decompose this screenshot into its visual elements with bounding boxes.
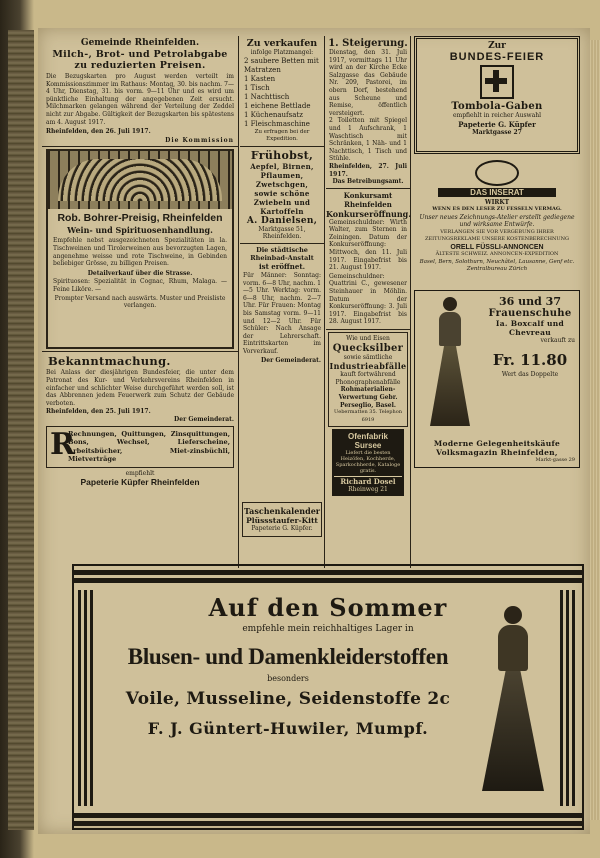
bundesfeier-sub: Tombola-Gaben bbox=[451, 101, 543, 112]
taschen-title: Taschenkalender bbox=[243, 506, 321, 516]
bundesfeier-ad bbox=[414, 36, 580, 154]
column-2 bbox=[240, 36, 325, 568]
inserat-body-2: VERLANGEN SIE VOR VERGEBUNG IHRER ZEITUNGSREKLAME UNSERE KOSTENBERECHNUNG bbox=[425, 228, 569, 243]
stationery-firm: Papeterie Küpfer Rheinfelden bbox=[80, 477, 200, 488]
verkauf-title: Zu verkaufen bbox=[246, 38, 318, 49]
taschen-box bbox=[242, 502, 322, 537]
stationery-list: Rechnungen, Quittungen, Zinsquittungen, Bons, Wechsel, Lieferscheine, Arbeitsbücher, Miet-zinsbüchli, Mietverträge bbox=[68, 429, 230, 464]
steigerung-title: 1. Steigerung. bbox=[328, 38, 408, 49]
obst-address: Marktgasse 51, Rheinfelden. bbox=[258, 225, 306, 241]
inserat-cities: Basel, Bern, Solothurn, Neuchâtel, Lausanne, Genf etc. Zentralbureau Zürich bbox=[419, 258, 575, 273]
obst-firm: A. Danielsen, bbox=[246, 215, 318, 226]
woman-illustration bbox=[419, 297, 481, 433]
inserat-text: WENN ES DEN LESER ZU FESSELN VERMAG. bbox=[432, 206, 562, 212]
quecksilber-heading: Industrieabfälle bbox=[329, 361, 407, 372]
wine-cellar-illustration bbox=[48, 151, 232, 209]
decorative-initial: R bbox=[50, 426, 75, 462]
shoe-price: Fr. 11.80 bbox=[492, 350, 568, 369]
sommer-fabrics: Voile, Musseline, Seidenstoffe 2c bbox=[125, 689, 451, 709]
ofen-address: Rheinweg 21 bbox=[348, 486, 388, 494]
shoe-firm: Volksmagazin Rheinfelden, bbox=[436, 448, 558, 458]
shoe-note: Wert das Doppelte bbox=[501, 370, 559, 378]
steigerung-sign: Das Betreibungsamt. bbox=[332, 178, 404, 186]
verkauf-item: 2 saubere Betten mit Matratzen bbox=[244, 56, 319, 74]
newspaper-page bbox=[38, 28, 590, 834]
stationery-sub: empfiehlt bbox=[125, 469, 155, 477]
bad-sign: Der Gemeinderat. bbox=[261, 356, 321, 364]
notice-sign: Die Kommission bbox=[165, 136, 234, 144]
wine-ad-footer: Prompter Versand nach auswärts. Muster und Preisliste verlangen. bbox=[54, 294, 226, 310]
konkurs-title: Konkursamt Rheinfelden bbox=[343, 190, 393, 209]
steigerung-body: Dienstag, den 31. Juli 1917, vormittags 11 Uhr wird an der Kirche Ecke Salzgasse das Gebäude Nr. 209, Pastorei, im obern Dorf, bestehend aus Scheune und Remise, öffentlich versteigert. bbox=[329, 49, 407, 117]
ofen-body: Liefert die besten Heizöfen, Kochherde, Sparkochherde, Kataloge gratis. bbox=[335, 450, 401, 475]
bundesfeier-address: Marktgasse 27 bbox=[472, 128, 522, 136]
inserat-body: Unser neues Zeichnungs-Atelier erstellt gediegene und wirksame Entwürfe. bbox=[419, 213, 575, 229]
wine-ad-detail: Detailverkauf über die Strasse. bbox=[87, 269, 193, 277]
sommer-title: Auf den Sommer bbox=[208, 593, 448, 622]
bekanntmachung-date: Rheinfelden, den 25. Juli 1917. bbox=[46, 408, 151, 416]
inserat-title: DAS INSERAT bbox=[438, 188, 556, 197]
column-3 bbox=[326, 36, 411, 568]
column-1 bbox=[42, 36, 239, 568]
shoe-verkauft: verkauft zu bbox=[540, 337, 575, 344]
wine-ad-name: Rob. Bohrer-Preisig, Rheinfelden bbox=[57, 212, 223, 225]
ofa-logo-icon bbox=[475, 160, 519, 186]
notice-title: Gemeinde Rheinfelden. bbox=[80, 38, 200, 48]
wine-ad-body: Empfehle nebst ausgezeichneten Spezialitäten in la. Tischweinen und Tirolerweinen aus bevorzugten Lagen, angenehme weisse und rote Tischweine, in Gebinden beliebiger Grösse, zu billigen Preisen. bbox=[53, 237, 227, 268]
inserat-ad bbox=[414, 160, 580, 286]
sommer-firm: F. J. Güntert-Huwiler, Mumpf. bbox=[147, 719, 429, 738]
verkauf-footer: Zu erfragen bei der Expedition. bbox=[254, 128, 310, 143]
quecksilber-title: Quecksilber bbox=[332, 342, 404, 354]
verkauf-item: 1 Kasten bbox=[244, 74, 276, 83]
sommer-besonders: besonders bbox=[267, 674, 309, 683]
obst-body: Aepfel, Birnen, Pflaumen, Zwetschgen, sowie schöne Zwiebeln und Kartoffeln bbox=[250, 161, 314, 216]
notice-body: Die Bezugskarten pro August werden verteilt im Kommissionszimmer im Rathaus: Montag, 30. bis nachm. 7—4 Uhr, Dienstag, 31. bis vorm. 9—11 Uhr und es wird um pünktliche Einhaltung der angegebenen Zeit ersucht. Milchmarken gelangen während der Verteilung der Zeddel nicht zur Abgabe. Gültigkeit der Bezugskarten bis spätestens am 4. August 1917. bbox=[46, 73, 234, 126]
quecksilber-firm: Rohmaterialien-Verwertung Gebr. Perseglio, Basel. bbox=[338, 386, 398, 409]
sommer-main: Blusen- und Damenkleiderstoffen bbox=[127, 644, 449, 669]
quecksilber-sub: sowie sämtliche bbox=[343, 353, 393, 361]
inserat-footer: ÄLTESTE SCHWEIZ. ANNONCEN-EXPEDITION bbox=[435, 250, 559, 257]
shoe-sub: Ia. Boxcalf und Chevreau bbox=[495, 319, 565, 337]
ofen-agent: Richard Dosel bbox=[334, 476, 402, 486]
quecksilber-body: kauft fortwährend Phonographenabfälle bbox=[335, 371, 401, 386]
shoe-address: Markt-gasse 29 bbox=[535, 457, 575, 464]
verkauf-item: 1 eichene Bettlade bbox=[244, 101, 311, 110]
sommer-ad bbox=[72, 564, 584, 830]
inserat-firm: ORELL FÜSSLI-ANNONCEN bbox=[450, 243, 544, 251]
verkauf-items bbox=[240, 57, 324, 129]
bad-title: Die städtische Rheinbad-Anstalt bbox=[250, 245, 314, 262]
obst-title: Frühobst, bbox=[250, 148, 314, 162]
shoe-sizes: 36 und 37 bbox=[499, 295, 561, 308]
bad-sub: ist eröffnet. bbox=[258, 261, 306, 271]
verkauf-item: 1 Küchenaufsatz bbox=[244, 110, 303, 119]
ofen-title: Ofenfabrik Sursee bbox=[347, 432, 388, 451]
stationery-box bbox=[46, 426, 234, 468]
bekanntmachung-body: Bei Anlass der diesjährigen Bundesfeier, die unter dem Patronat des Kur- und Verkehrsvereins Rheinfelden in einfacher und schlichter Weise durchgeführt werden soll, ist das Abbrennen jedem Feuerwerk zum Schutz der Gebäude verboten. bbox=[46, 369, 234, 407]
wine-ad-subtitle: Wein- und Spirituosenhandlung. bbox=[67, 225, 213, 236]
bundesfeier-firm: Papeterie G. Küpfer bbox=[458, 119, 536, 129]
notice-date: Rheinfelden, den 26. Juli 1917. bbox=[46, 128, 151, 136]
column-4 bbox=[414, 36, 580, 568]
bekanntmachung-sign: Der Gemeinderat. bbox=[174, 415, 234, 423]
book-spine bbox=[8, 30, 34, 830]
quecksilber-pre: Wie und Eisen bbox=[346, 335, 390, 342]
shoe-ad bbox=[414, 290, 580, 468]
bundesfeier-text: empfiehlt in reicher Auswahl bbox=[452, 112, 542, 119]
quecksilber-address: Uebermatten 35. Telephon 6919 bbox=[334, 409, 402, 423]
swiss-cross-icon bbox=[480, 65, 514, 99]
konkurs-body: Gemeinschuldner: Wirth Walter, zum Sternen in Zeiningen. Datum der Konkurseröffnung: Mittwoch, den 11. Juli 1917. Eingabefrist bis 21. August 1917. bbox=[329, 218, 407, 272]
verkauf-item: 1 Nachttisch bbox=[244, 92, 290, 101]
wine-ad bbox=[46, 149, 234, 349]
shoe-title: Frauenschuhe bbox=[488, 308, 572, 319]
taschen-sub: Plüssstaufer-Kitt bbox=[246, 516, 318, 525]
shoe-footer: Moderne Gelegenheitskäufe bbox=[433, 439, 561, 449]
quecksilber-ad bbox=[328, 332, 408, 427]
bad-body: Für Männer: Sonntag: vorm. 6—8 Uhr, nachm. 1—5 Uhr. Werktag: vorm. 6—8 Uhr, nachm. 2—7 Uhr. Für Frauen: Montag bis Samstag vorm. 9—11 und 12—2 Uhr. Für Schüler: Nach Ansage der Lehrerschaft. Eintrittskarten im Vorverkauf. bbox=[243, 271, 321, 355]
ofen-ad bbox=[332, 429, 404, 496]
verkauf-sub: infolge Platzmangel: bbox=[250, 49, 314, 56]
lady-illustration bbox=[478, 606, 548, 796]
konkurs-heading: Konkurseröffnung. bbox=[326, 208, 412, 219]
bundesfeier-title: BUNDES-FEIER bbox=[449, 51, 545, 63]
bundesfeier-pre: Zur bbox=[488, 41, 506, 51]
steigerung-items: 2 Toiletten mit Spiegel und 1 Aufschrank, 1 Waschtisch mit Schränken, 1 Näh- und 1 Nachttisch, 1 Tisch und Stühle. bbox=[329, 117, 407, 163]
verkauf-item: 1 Tisch bbox=[244, 83, 270, 92]
bekanntmachung-title: Bekanntmachung. bbox=[48, 354, 171, 369]
inserat-sub: WIRKT bbox=[484, 199, 510, 206]
sommer-sub: empfehle mein reichhaltiges Lager in bbox=[242, 624, 414, 634]
notice-heading: Milch-, Brot- und Petrolabgabe zu reduzierten Preisen. bbox=[52, 49, 228, 71]
taschen-firm: Papeterie G. Küpfer. bbox=[251, 525, 313, 532]
verkauf-item: 1 Fleischmaschine bbox=[244, 119, 310, 128]
wine-ad-spirits: Spirituosen: Spezialität in Cognac, Rhum, Malaga. — Feine Liköre. — bbox=[53, 278, 227, 293]
steigerung-date: Rheinfelden, 27. Juli 1917. bbox=[329, 162, 407, 178]
konkurs-body-2: Gemeinschuldner: Quattrini C., gewesener Steinhauer in Möhlin. Datum der Konkurseröffnung: 3. Juli 1917. Eingabefrist bis 28. August 1917. bbox=[329, 272, 407, 326]
